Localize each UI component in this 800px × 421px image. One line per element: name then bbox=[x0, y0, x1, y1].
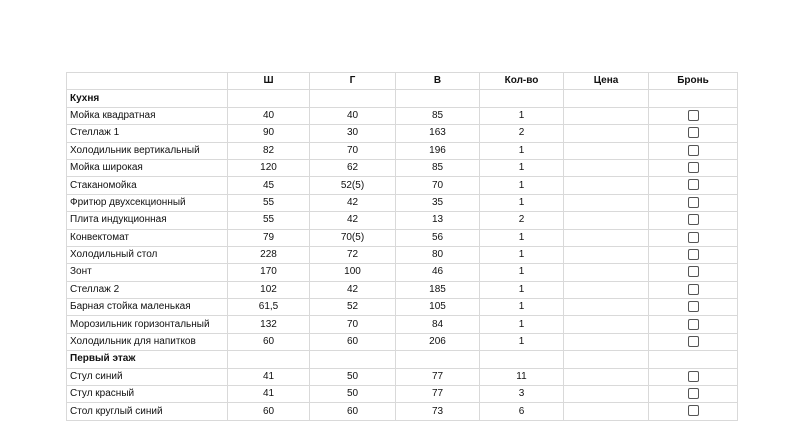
item-quantity: 2 bbox=[480, 125, 564, 142]
booking-cell bbox=[649, 403, 738, 420]
item-height: 73 bbox=[396, 403, 480, 420]
item-price bbox=[564, 142, 649, 159]
item-height: 196 bbox=[396, 142, 480, 159]
item-height: 85 bbox=[396, 159, 480, 176]
section-row bbox=[67, 351, 738, 368]
empty-cell bbox=[396, 90, 480, 107]
item-height: 206 bbox=[396, 333, 480, 350]
item-width: 60 bbox=[228, 333, 310, 350]
item-height: 163 bbox=[396, 125, 480, 142]
item-height: 46 bbox=[396, 264, 480, 281]
empty-cell bbox=[310, 351, 396, 368]
item-width: 55 bbox=[228, 212, 310, 229]
header-depth: Г bbox=[310, 73, 396, 90]
header-row bbox=[67, 73, 738, 90]
booking-cell bbox=[649, 229, 738, 246]
item-depth: 62 bbox=[310, 159, 396, 176]
booking-checkbox[interactable] bbox=[688, 249, 699, 260]
item-price bbox=[564, 177, 649, 194]
item-name: Холодильник вертикальный bbox=[67, 142, 228, 159]
item-depth: 52(5) bbox=[310, 177, 396, 194]
empty-cell bbox=[649, 351, 738, 368]
table-row bbox=[67, 333, 738, 350]
item-quantity: 1 bbox=[480, 281, 564, 298]
booking-cell bbox=[649, 212, 738, 229]
table-row bbox=[67, 107, 738, 124]
item-height: 77 bbox=[396, 386, 480, 403]
booking-cell bbox=[649, 316, 738, 333]
table-row bbox=[67, 316, 738, 333]
item-quantity: 1 bbox=[480, 299, 564, 316]
equipment-table bbox=[66, 72, 738, 421]
item-name: Плита индукционная bbox=[67, 212, 228, 229]
item-depth: 50 bbox=[310, 368, 396, 385]
item-quantity: 2 bbox=[480, 212, 564, 229]
table-row bbox=[67, 194, 738, 211]
table-row bbox=[67, 281, 738, 298]
item-width: 102 bbox=[228, 281, 310, 298]
item-quantity: 11 bbox=[480, 368, 564, 385]
item-width: 79 bbox=[228, 229, 310, 246]
table-row bbox=[67, 159, 738, 176]
item-height: 85 bbox=[396, 107, 480, 124]
item-name: Стол круглый синий bbox=[67, 403, 228, 420]
item-quantity: 1 bbox=[480, 177, 564, 194]
item-height: 35 bbox=[396, 194, 480, 211]
item-height: 56 bbox=[396, 229, 480, 246]
header-width: Ш bbox=[228, 73, 310, 90]
item-name: Стеллаж 1 bbox=[67, 125, 228, 142]
item-name: Холодильник для напитков bbox=[67, 333, 228, 350]
item-width: 170 bbox=[228, 264, 310, 281]
item-quantity: 6 bbox=[480, 403, 564, 420]
item-height: 84 bbox=[396, 316, 480, 333]
booking-checkbox[interactable] bbox=[688, 405, 699, 416]
item-height: 80 bbox=[396, 246, 480, 263]
item-height: 105 bbox=[396, 299, 480, 316]
table-row bbox=[67, 386, 738, 403]
item-name: Барная стойка маленькая bbox=[67, 299, 228, 316]
empty-cell bbox=[310, 90, 396, 107]
item-width: 41 bbox=[228, 368, 310, 385]
booking-checkbox[interactable] bbox=[688, 232, 699, 243]
booking-cell bbox=[649, 368, 738, 385]
item-width: 120 bbox=[228, 159, 310, 176]
booking-checkbox[interactable] bbox=[688, 127, 699, 138]
booking-cell bbox=[649, 177, 738, 194]
table-body bbox=[67, 90, 738, 420]
empty-cell bbox=[649, 90, 738, 107]
item-depth: 70(5) bbox=[310, 229, 396, 246]
item-name: Стул синий bbox=[67, 368, 228, 385]
booking-checkbox[interactable] bbox=[688, 197, 699, 208]
item-depth: 52 bbox=[310, 299, 396, 316]
header-price: Цена bbox=[564, 73, 649, 90]
table-row bbox=[67, 142, 738, 159]
empty-cell bbox=[228, 90, 310, 107]
item-quantity: 1 bbox=[480, 194, 564, 211]
item-width: 40 bbox=[228, 107, 310, 124]
item-price bbox=[564, 403, 649, 420]
header-quantity: Кол-во bbox=[480, 73, 564, 90]
booking-checkbox[interactable] bbox=[688, 162, 699, 173]
booking-cell bbox=[649, 246, 738, 263]
item-price bbox=[564, 229, 649, 246]
item-depth: 30 bbox=[310, 125, 396, 142]
table-row bbox=[67, 177, 738, 194]
item-depth: 40 bbox=[310, 107, 396, 124]
item-height: 185 bbox=[396, 281, 480, 298]
item-depth: 42 bbox=[310, 212, 396, 229]
table-row bbox=[67, 368, 738, 385]
item-name: Зонт bbox=[67, 264, 228, 281]
header-name bbox=[67, 73, 228, 90]
item-price bbox=[564, 246, 649, 263]
booking-cell bbox=[649, 125, 738, 142]
item-depth: 42 bbox=[310, 281, 396, 298]
item-price bbox=[564, 299, 649, 316]
item-width: 61,5 bbox=[228, 299, 310, 316]
item-price bbox=[564, 386, 649, 403]
item-quantity: 1 bbox=[480, 107, 564, 124]
table-row bbox=[67, 229, 738, 246]
table-row bbox=[67, 403, 738, 420]
booking-checkbox[interactable] bbox=[688, 319, 699, 330]
booking-checkbox[interactable] bbox=[688, 266, 699, 277]
booking-checkbox[interactable] bbox=[688, 110, 699, 121]
booking-cell bbox=[649, 142, 738, 159]
item-name: Морозильник горизонтальный bbox=[67, 316, 228, 333]
item-name: Конвектомат bbox=[67, 229, 228, 246]
item-price bbox=[564, 281, 649, 298]
booking-cell bbox=[649, 333, 738, 350]
item-height: 77 bbox=[396, 368, 480, 385]
item-quantity: 1 bbox=[480, 316, 564, 333]
booking-checkbox[interactable] bbox=[688, 284, 699, 295]
booking-checkbox[interactable] bbox=[688, 371, 699, 382]
item-price bbox=[564, 159, 649, 176]
header-booking: Бронь bbox=[649, 73, 738, 90]
booking-checkbox[interactable] bbox=[688, 336, 699, 347]
booking-cell bbox=[649, 159, 738, 176]
section-title: Первый этаж bbox=[67, 351, 228, 368]
item-width: 45 bbox=[228, 177, 310, 194]
item-width: 55 bbox=[228, 194, 310, 211]
item-quantity: 1 bbox=[480, 159, 564, 176]
item-name: Стул красный bbox=[67, 386, 228, 403]
empty-cell bbox=[564, 351, 649, 368]
item-depth: 70 bbox=[310, 316, 396, 333]
item-price bbox=[564, 194, 649, 211]
booking-cell bbox=[649, 107, 738, 124]
item-name: Мойка широкая bbox=[67, 159, 228, 176]
item-depth: 60 bbox=[310, 403, 396, 420]
item-price bbox=[564, 107, 649, 124]
empty-cell bbox=[228, 351, 310, 368]
item-depth: 72 bbox=[310, 246, 396, 263]
item-name: Холодильный стол bbox=[67, 246, 228, 263]
item-price bbox=[564, 212, 649, 229]
booking-cell bbox=[649, 264, 738, 281]
booking-checkbox[interactable] bbox=[688, 145, 699, 156]
item-price bbox=[564, 333, 649, 350]
header-height: В bbox=[396, 73, 480, 90]
item-quantity: 1 bbox=[480, 246, 564, 263]
table-row bbox=[67, 125, 738, 142]
item-width: 82 bbox=[228, 142, 310, 159]
item-width: 132 bbox=[228, 316, 310, 333]
item-depth: 42 bbox=[310, 194, 396, 211]
table-row bbox=[67, 212, 738, 229]
booking-checkbox[interactable] bbox=[688, 214, 699, 225]
item-name: Стеллаж 2 bbox=[67, 281, 228, 298]
item-height: 70 bbox=[396, 177, 480, 194]
item-name: Фритюр двухсекционный bbox=[67, 194, 228, 211]
item-price bbox=[564, 264, 649, 281]
item-depth: 50 bbox=[310, 386, 396, 403]
item-quantity: 1 bbox=[480, 333, 564, 350]
item-depth: 100 bbox=[310, 264, 396, 281]
empty-cell bbox=[480, 351, 564, 368]
table-row bbox=[67, 299, 738, 316]
booking-cell bbox=[649, 281, 738, 298]
item-price bbox=[564, 316, 649, 333]
booking-cell bbox=[649, 386, 738, 403]
item-quantity: 1 bbox=[480, 229, 564, 246]
empty-cell bbox=[480, 90, 564, 107]
item-name: Мойка квадратная bbox=[67, 107, 228, 124]
table-row bbox=[67, 246, 738, 263]
item-depth: 70 bbox=[310, 142, 396, 159]
section-title: Кухня bbox=[67, 90, 228, 107]
item-height: 13 bbox=[396, 212, 480, 229]
item-name: Стаканомойка bbox=[67, 177, 228, 194]
item-quantity: 1 bbox=[480, 142, 564, 159]
item-quantity: 1 bbox=[480, 264, 564, 281]
item-depth: 60 bbox=[310, 333, 396, 350]
item-price bbox=[564, 125, 649, 142]
section-row bbox=[67, 90, 738, 107]
item-width: 90 bbox=[228, 125, 310, 142]
item-width: 60 bbox=[228, 403, 310, 420]
empty-cell bbox=[564, 90, 649, 107]
booking-cell bbox=[649, 299, 738, 316]
item-width: 41 bbox=[228, 386, 310, 403]
empty-cell bbox=[396, 351, 480, 368]
booking-checkbox[interactable] bbox=[688, 388, 699, 399]
booking-checkbox[interactable] bbox=[688, 179, 699, 190]
booking-checkbox[interactable] bbox=[688, 301, 699, 312]
table-row bbox=[67, 264, 738, 281]
item-width: 228 bbox=[228, 246, 310, 263]
item-quantity: 3 bbox=[480, 386, 564, 403]
item-price bbox=[564, 368, 649, 385]
booking-cell bbox=[649, 194, 738, 211]
